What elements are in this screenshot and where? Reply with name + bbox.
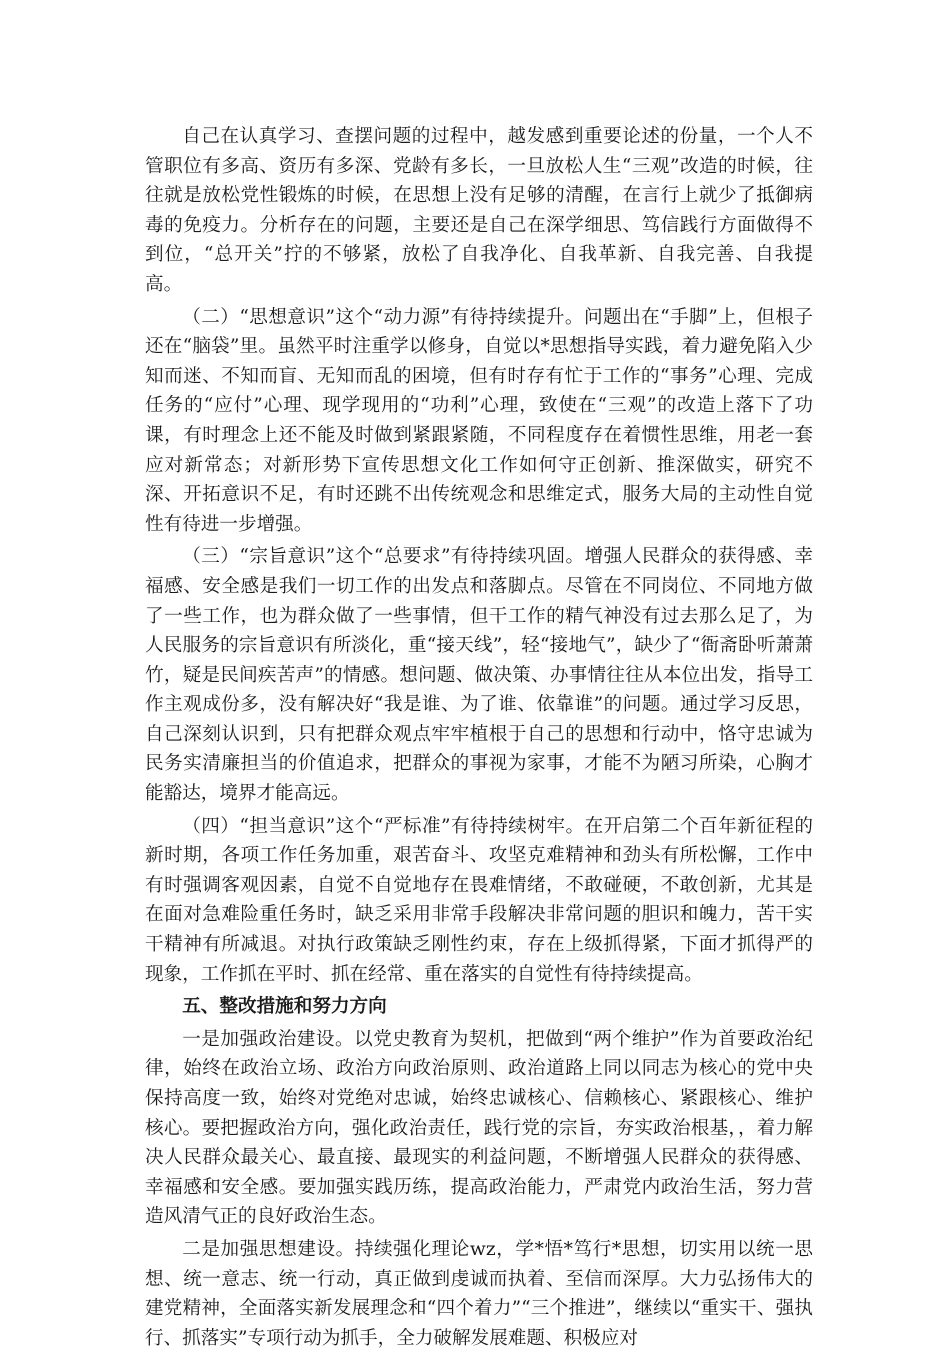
paragraph-political-building: 一是加强政治建设。以党史教育为契机，把做到“两个维护”作为首要政治纪律，始终在政治立场、政治方向政治原则、政治道路上同以同志为核心的党中央保持高度一致，始终对党绝对忠诚，始终忠诚核心、信赖核心、紧跟核心、维护核心。要把握政治方向，强化政治责任，践行党的宗旨，夯实政治根基，，着力解决人民群众最关心、最直接、最现实的利益问题，不断增强人民群众的获得感、幸福感和安全感。要加强实践历练，提高政治能力，严肃党内政治生活，努力营造风清气正的良好政治生态。 xyxy=(145,1028,813,1228)
paragraph-thought-awareness: （二）“思想意识”这个“动力源”有待持续提升。问题出在“手脚”上，但根子还在“脑袋”里。虽然平时注重学以修身，自觉以*思想指导实践，着力避免陷入少知而迷、不知而盲、无知而乱的困境，但有时存有忙于工作的“事务”心理、完成任务的“应付”心理、现学现用的“功利”心理，致使在“三观”的改造上落下了功课，有时理念上还不能及时做到紧跟紧随，不同程度存在着惯性思维，用老一套应对新常态；对新形势下宣传思想文化工作如何守正创新、推深做实，研究不深、开拓意识不足，有时还跳不出传统观念和思维定式，服务大局的主动性自觉性有待进一步增强。 xyxy=(145,306,813,535)
document-page xyxy=(145,122,813,1356)
paragraph-analysis: 自己在认真学习、查摆问题的过程中，越发感到重要论述的份量，一个人不管职位有多高、资历有多深、党龄有多长，一旦放松人生“三观”改造的时候，往往就是放松党性锻炼的时候，在思想上没有足够的清醒，在言行上就少了抵御病毒的免疫力。分析存在的问题，主要还是自己在深学细思、笃信践行方面做得不到位，“总开关”拧的不够紧，放松了自我净化、自我革新、自我完善、自我提高。 xyxy=(145,126,813,295)
section-heading: 五、整改措施和努力方向 xyxy=(182,996,387,1018)
paragraph-responsibility-awareness: （四）“担当意识”这个“严标准”有待持续树牢。在开启第二个百年新征程的新时期，各项工作任务加重，艰苦奋斗、攻坚克难精神和劲头有所松懈，工作中有时强调客观因素，自觉不自觉地存在畏难情绪，不敢碰硬，不敢创新，尤其是在面对急难险重任务时，缺乏采用非常手段解决非常问题的胆识和魄力，苦干实干精神有所减退。对执行政策缺乏刚性约束，存在上级抓得紧，下面才抓得严的现象，工作抓在平时、抓在经常、重在落实的自觉性有待持续提高。 xyxy=(145,815,813,985)
paragraph-ideological-building: 二是加强思想建设。持续强化理论wz，学*悟*笃行*思想，切实用以统一思想、统一意志、统一行动，真正做到虔诚而执着、至信而深厚。大力弘扬伟大的建党精神，全面落实新发展理念和“四个着力”“三个推进”，继续以“重实干、强执行、抓落实”专项行动为抓手，全力破解发展难题、积极应对 xyxy=(145,1238,813,1349)
paragraph-purpose-awareness: （三）“宗旨意识”这个“总要求”有待持续巩固。增强人民群众的获得感、幸福感、安全感是我们一切工作的出发点和落脚点。尽管在不同岗位、不同地方做了一些工作，也为群众做了一些事情，但干工作的精气神没有过去那么足了，为人民服务的宗旨意识有所淡化，重“接天线”，轻“接地气”，缺少了“衙斋卧听萧萧竹，疑是民间疾苦声”的情感。想问题、做决策、办事情往往从本位出发，指导工作主观成份多，没有解决好“我是谁、为了谁、依靠谁”的问题。通过学习反思，自己深刻认识到，只有把群众观点牢牢植根于自己的思想和行动中，恪守忠诚为民务实清廉担当的价值追求，把群众的事视为家事，才能不为陋习所染，心胸才能豁达，境界才能高远。 xyxy=(145,546,813,805)
